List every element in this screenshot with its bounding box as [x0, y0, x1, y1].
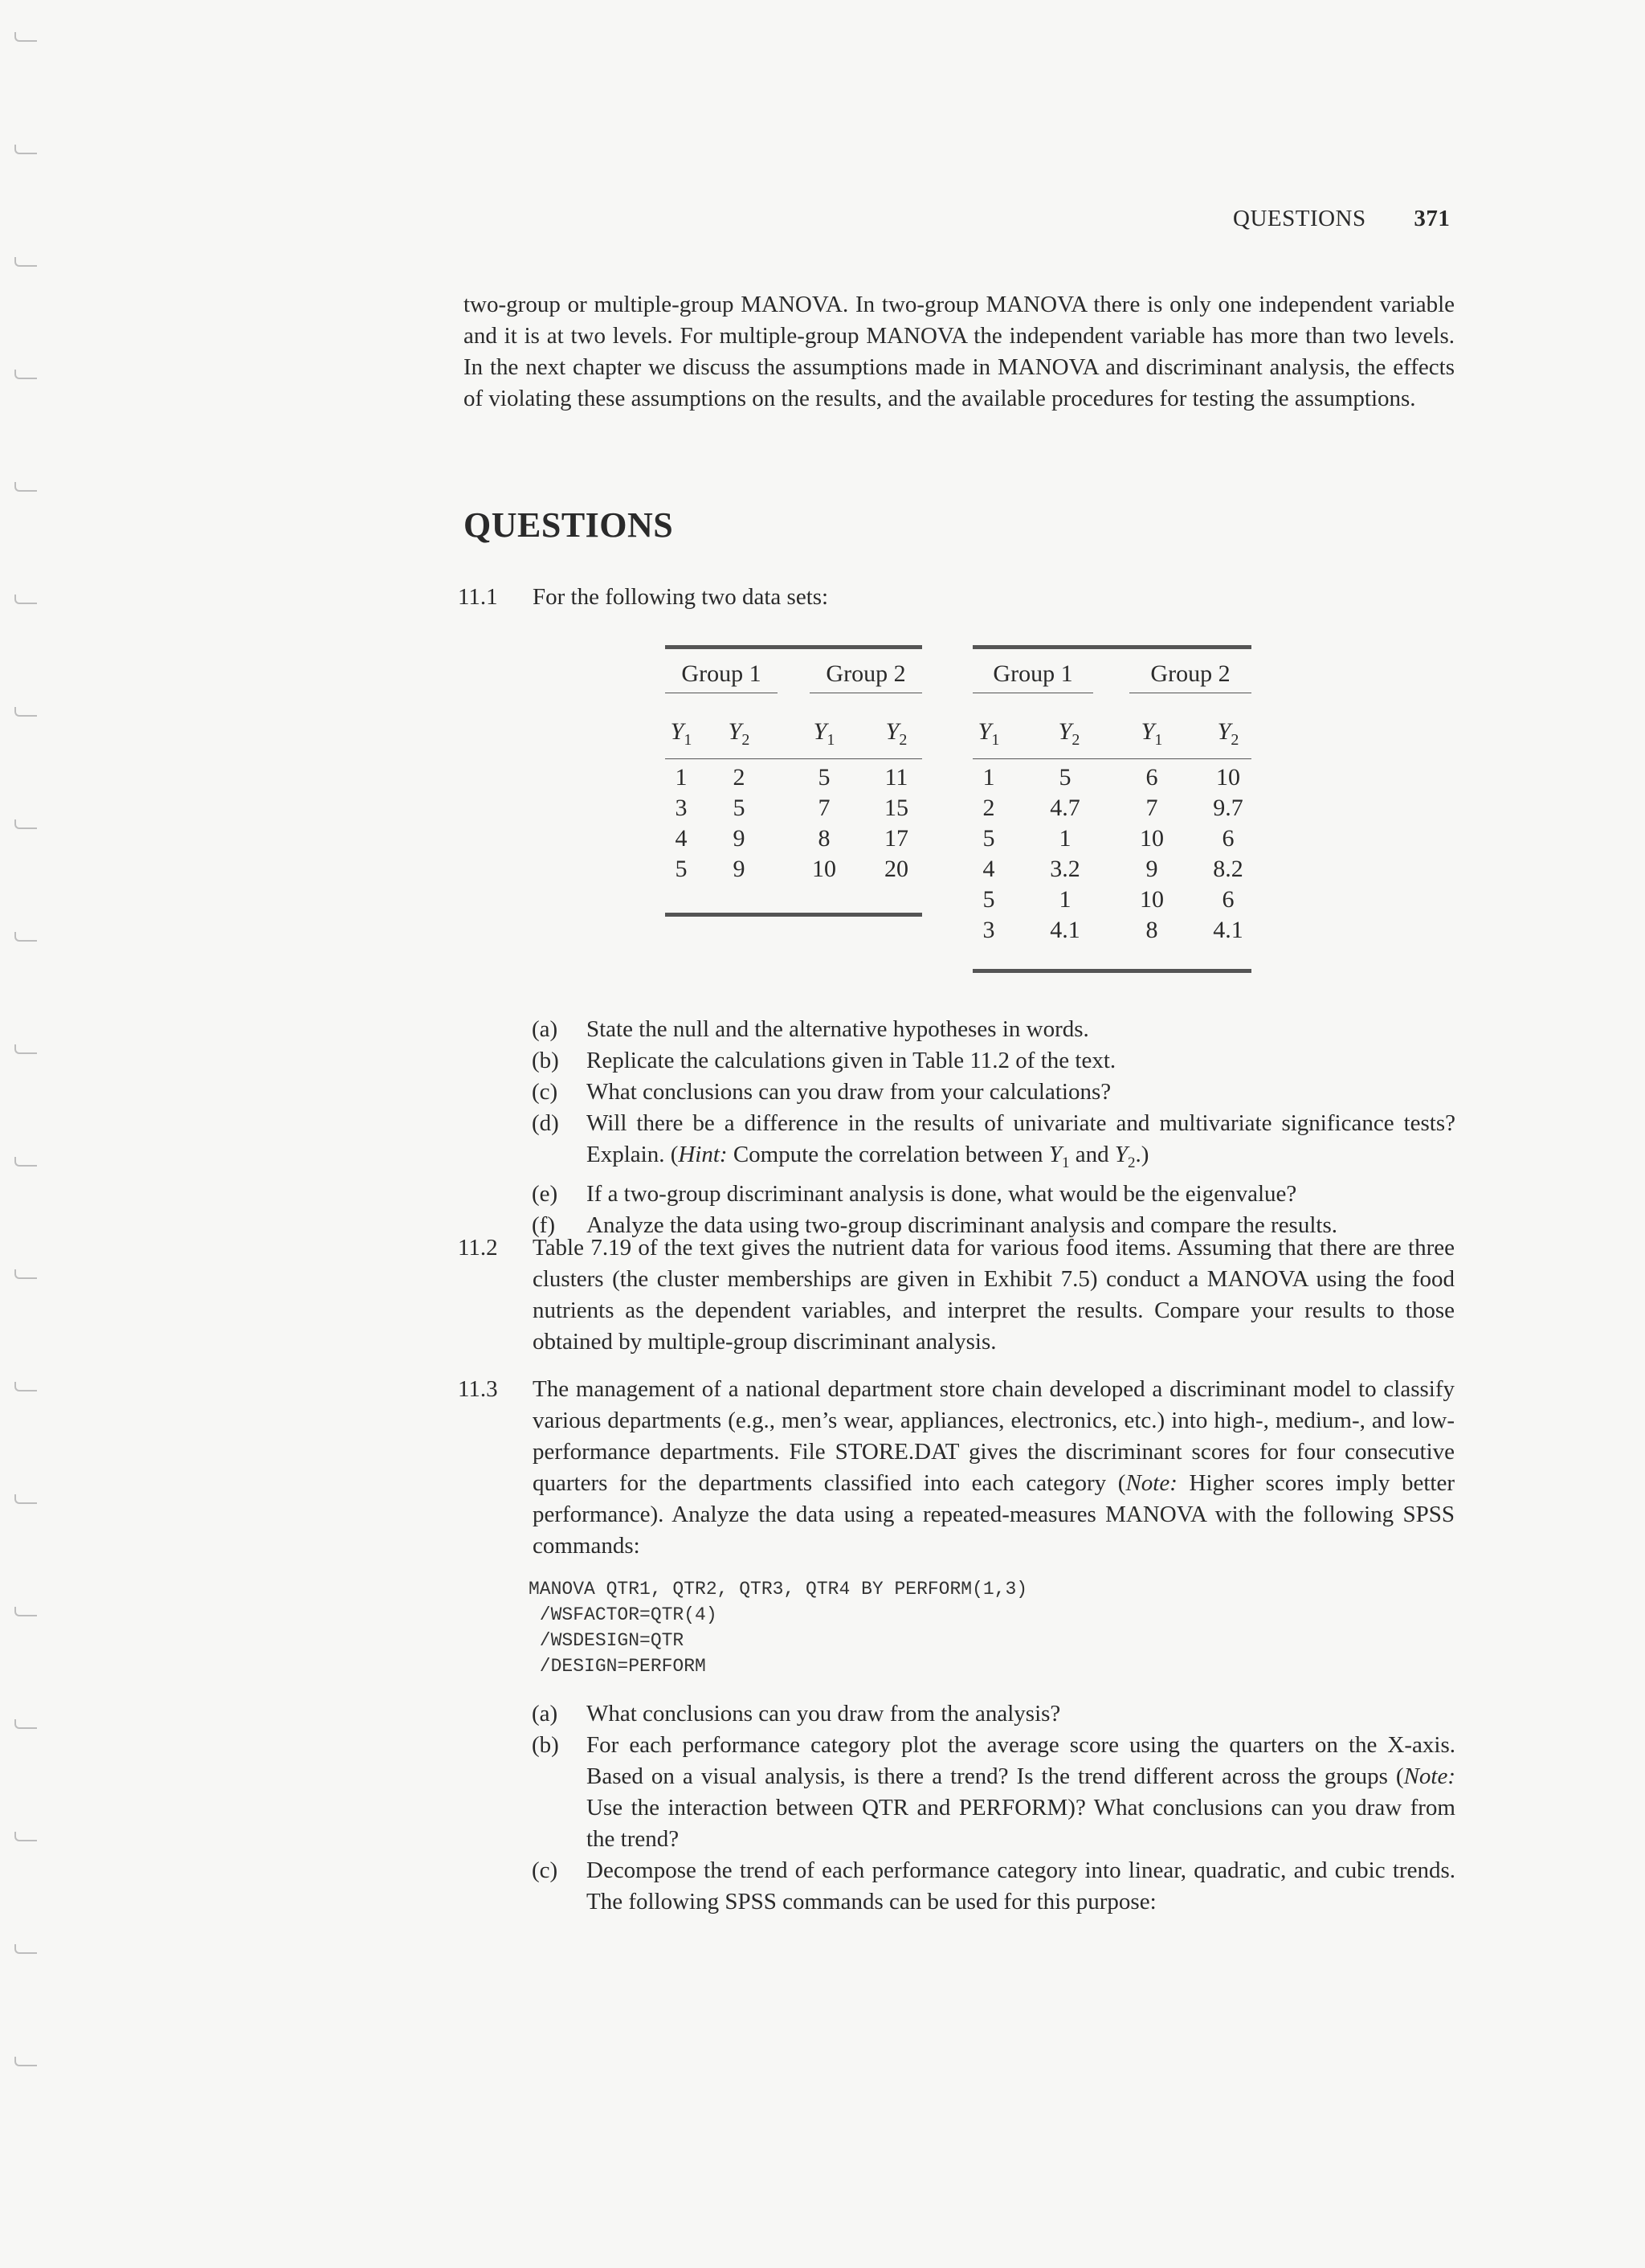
table-cell: 9.7	[1213, 795, 1243, 821]
part-b: (b) For each performance category plot the average score using the quarters on the X-axis. Based on a visual analysis, is there a trend? Is the trend different across the groups (Note: Use the interaction between QTR and PERFORM)? What conclusions can you draw from the trend?	[532, 1732, 1455, 1852]
table-cell: 1	[1059, 825, 1071, 852]
part-c: (c) What conclusions can you draw from your calculations?	[532, 1079, 1112, 1105]
group-2-header: Group 2	[1129, 660, 1251, 693]
table-cell: 10	[812, 856, 836, 882]
table-cell: 11	[884, 764, 908, 791]
question-text: Table 7.19 of the text gives the nutrient data for various food items. Assuming that there are three clusters (the cluster memberships are given in Exhibit 7.5) conduct a MANOVA using the food nutrients as the dependent variables, and interpret the results. Compare your results to those obtained by multiple-group discriminant analysis.	[533, 1235, 1455, 1355]
var-y1-g2: $Y_1$	[1141, 718, 1163, 749]
question-11-3	[458, 1374, 1455, 1562]
data-table-2	[973, 645, 1251, 973]
running-head	[1233, 206, 1450, 232]
table-cell: 6	[1145, 764, 1158, 791]
table-cell: 8.2	[1213, 856, 1243, 882]
table-cell: 1	[1059, 886, 1071, 913]
part-a: (a) State the null and the alternative hypotheses in words.	[532, 1016, 1089, 1042]
table-cell: 5	[1059, 764, 1071, 791]
table-cell: 3.2	[1050, 856, 1080, 882]
table-cell: 6	[1222, 825, 1235, 852]
table-cell: 1	[982, 764, 995, 791]
part-c: (c) Decompose the trend of each performance category into linear, quadratic, and cubic trends. The following SPSS commands can be used for this purpose:	[532, 1857, 1455, 1915]
table-cell: 2	[982, 795, 995, 821]
table-cell: 5	[982, 886, 995, 913]
intro-paragraph: two-group or multiple-group MANOVA. In two-group MANOVA there is only one independent variable and it is at two levels. For multiple-group MANOVA the independent variable has more than two levels. In the next chapter we discuss the assumptions made in MANOVA and discriminant analysis, the effects of violating these assumptions on the results, and the available procedures for testing the assumptions.	[463, 292, 1455, 411]
variable-header-row	[973, 718, 1251, 759]
section-title: QUESTIONS	[463, 505, 674, 545]
table-cell: 4.1	[1050, 917, 1080, 943]
binding-edge-marks	[14, 32, 39, 2201]
group-header-row	[665, 660, 922, 696]
table-cell: 5	[982, 825, 995, 852]
question-number: 11.1	[458, 584, 498, 610]
question-number: 11.3	[458, 1376, 498, 1402]
var-y1-g1: $Y_1$	[978, 718, 1000, 749]
table-cell: 1	[675, 764, 688, 791]
var-y1-g1: $Y_1$	[670, 718, 692, 749]
table-cell: 8	[1145, 917, 1158, 943]
table-cell: 10	[1140, 886, 1164, 913]
group-header-row	[973, 660, 1251, 696]
table-cell: 5	[733, 795, 745, 821]
var-y2-g2: $Y_2$	[885, 718, 908, 749]
group-2-header: Group 2	[810, 660, 922, 693]
question-11-1-parts	[532, 1014, 1455, 1241]
part-f: (f) Analyze the data using two-group discriminant analysis and compare the results.	[532, 1212, 1337, 1238]
var-y2-g1: $Y_2$	[1058, 718, 1080, 749]
table-cell: 3	[982, 917, 995, 943]
table-cell: 2	[733, 764, 745, 791]
code-line: /WSDESIGN=QTR	[529, 1630, 684, 1651]
table-cell: 9	[1145, 856, 1158, 882]
table-cell: 4.7	[1050, 795, 1080, 821]
question-text: For the following two data sets:	[533, 584, 829, 610]
var-y2-g2: $Y_2$	[1217, 718, 1239, 749]
question-11-1	[458, 582, 1455, 613]
group-1-header: Group 1	[665, 660, 778, 693]
table-cell: 9	[733, 825, 745, 852]
part-a: (a) What conclusions can you draw from the analysis?	[532, 1701, 1061, 1727]
question-11-2	[458, 1232, 1455, 1358]
data-table-1	[665, 645, 922, 917]
table-cell: 20	[884, 856, 908, 882]
table-cell: 7	[818, 795, 831, 821]
var-y2-g1: $Y_2$	[728, 718, 750, 749]
table-cell: 5	[675, 856, 688, 882]
group-1-header: Group 1	[973, 660, 1093, 693]
variable-header-row	[665, 718, 922, 759]
table-cell: 6	[1222, 886, 1235, 913]
question-number: 11.2	[458, 1235, 498, 1261]
part-d: (d) Will there be a difference in the results of univariate and multivariate significance tests? Explain. (Hint: Compute the correlation between $Y_1$ and $Y_2$.)	[532, 1110, 1455, 1171]
table-cell: 9	[733, 856, 745, 882]
table-cell: 8	[818, 825, 831, 852]
part-e: (e) If a two-group discriminant analysis is done, what would be the eigenvalue?	[532, 1180, 1297, 1207]
table-cell: 5	[818, 764, 831, 791]
var-y1-g2: $Y_1$	[813, 718, 835, 749]
table-cell: 3	[675, 795, 688, 821]
table-cell: 15	[884, 795, 908, 821]
code-line: /WSFACTOR=QTR(4)	[529, 1604, 717, 1625]
table-cell: 4	[675, 825, 688, 852]
running-head-title: QUESTIONS	[1233, 206, 1366, 231]
table-cell: 4.1	[1213, 917, 1243, 943]
table-cell: 10	[1140, 825, 1164, 852]
table-cell: 17	[884, 825, 908, 852]
table-cell: 10	[1216, 764, 1240, 791]
part-b: (b) Replicate the calculations given in Table 11.2 of the text.	[532, 1048, 1116, 1073]
page-number: 371	[1414, 206, 1451, 231]
question-text: The management of a national department store chain developed a discriminant model to classify various departments (e.g., men’s wear, appliances, electronics, etc.) into high-, medium-, and low-performance departments. File STORE.DAT gives the discriminant scores for four consecutive quarters for the departments classified into each category (Note: Higher scores imply better performance). Analyze the data using a repeated-measures MANOVA with the following SPSS commands:	[533, 1376, 1455, 1559]
table-cell: 7	[1145, 795, 1158, 821]
question-11-3-parts	[532, 1698, 1455, 1918]
code-line: MANOVA QTR1, QTR2, QTR3, QTR4 BY PERFORM(1,3)	[529, 1579, 1028, 1600]
code-line: /DESIGN=PERFORM	[529, 1656, 706, 1677]
spss-code-block	[529, 1576, 1027, 1679]
table-cell: 4	[982, 856, 995, 882]
